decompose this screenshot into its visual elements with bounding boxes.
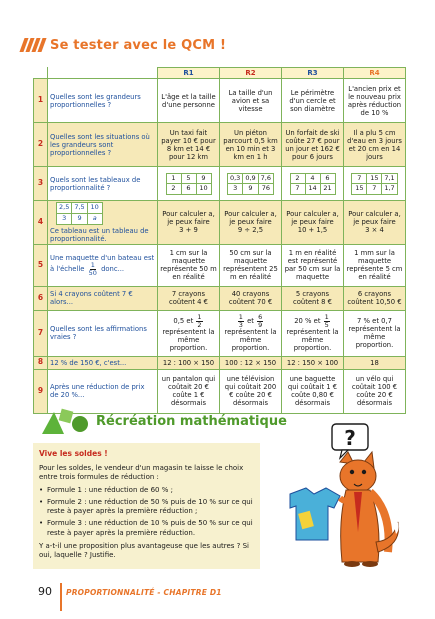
mini-table: 7 15 7,1 15 7 1,7 [351, 173, 397, 195]
table-row [34, 286, 406, 310]
answer-cell: 20 % et $\frac{1}{5}$ représentent la même proportion. [282, 310, 344, 356]
question-cell [48, 201, 158, 244]
intro-text: Pour les soldes, le vendeur d'un magasin te laisse le choix entre trois formules de réduction : [39, 464, 244, 482]
answer-cell: 100 : 12 × 150 [220, 356, 282, 369]
answer-cell: Pour calculer a, je peux faire 3 + 9 [158, 201, 220, 244]
page-footer [0, 583, 435, 603]
answer-cell: une baguette qui coûtait 1 € coûte 0,80 € désormais [282, 369, 344, 413]
answer-cell: 1 cm sur la maquette représente 50 m en réalité [158, 244, 220, 286]
row-number: 6 [34, 286, 48, 310]
row-number: 7 [34, 310, 48, 356]
question-cell: Quelles sont les affirmations vraies ? [48, 310, 158, 356]
row-number: 4 [34, 201, 48, 244]
answer-cell: 1 mm sur la maquette représente 5 cm en réalité [344, 244, 406, 286]
recreation-header [38, 406, 287, 436]
answer-cell: Un piéton parcourt 0,5 km en 10 min et 3 km en 1 h [220, 123, 282, 167]
answer-cell: 18 [344, 356, 406, 369]
answer-cell: 50 cm sur la maquette représentent 25 m en réalité [220, 244, 282, 286]
row-number: 5 [34, 244, 48, 286]
table-row [34, 167, 406, 201]
answer-cell: un vélo qui coûtait 100 € coûte 20 € désormais [344, 369, 406, 413]
row-number: 9 [34, 369, 48, 413]
answer-cell: La taille d'un avion et sa vitesse [220, 79, 282, 123]
answer-cell [344, 167, 406, 201]
header-r3: R3 [282, 68, 344, 79]
answer-cell: 6 crayons coûtent 10,50 € [344, 286, 406, 310]
question-text: Ce tableau est un tableau de proportionnalité. [50, 226, 149, 243]
answer-cell [282, 167, 344, 201]
mini-table: 2 4 6 7 14 21 [290, 173, 336, 195]
footer-divider [60, 583, 62, 611]
mini-table: 0,3 0,9 7,6 3 9 76 [227, 173, 274, 195]
table-row [34, 310, 406, 356]
answer-cell: un pantalon qui coûtait 20 € coûte 1 € désormais [158, 369, 220, 413]
answer-cell: 12 : 150 × 100 [282, 356, 344, 369]
answer-cell: L'ancien prix et le nouveau prix après réduction de 10 % [344, 79, 406, 123]
question-cell: Une maquette d'un bateau est à l'échelle $\frac{1}{50}$ donc... [48, 244, 158, 286]
question-cell: 12 % de 150 €, c'est... [48, 356, 158, 369]
qcm-table [33, 67, 406, 414]
question-cell: Quelles sont les situations où les grandeurs sont proportionnelles ? [48, 123, 158, 167]
row-number: 2 [34, 123, 48, 167]
recreation-title: Récréation mathématique [96, 413, 287, 429]
answer-cell: 7 % et 0,7 représentent la même proportion. [344, 310, 406, 356]
row-number: 8 [34, 356, 48, 369]
mini-table: 2,5 7,5 10 3 9 a [56, 202, 103, 224]
formula-list [39, 486, 254, 537]
header [22, 36, 226, 54]
question-cell: Quelles sont les grandeurs proportionnelles ? [48, 79, 158, 123]
chapter-label: PROPORTIONNALITÉ - CHAPITRE D1 [66, 588, 222, 597]
answer-cell: 5 crayons coûtent 8 € [282, 286, 344, 310]
answer-cell: Un taxi fait payer 10 € pour 8 km et 14 € pour 12 km [158, 123, 220, 167]
row-number: 3 [34, 167, 48, 201]
fox-seller-illustration [270, 422, 405, 572]
question-cell: Si 4 crayons coûtent 7 € alors... [48, 286, 158, 310]
answer-cell: Un forfait de ski coûte 27 € pour un jour et 162 € pour 6 jours [282, 123, 344, 167]
header-r2: R2 [220, 68, 282, 79]
table-row [34, 244, 406, 286]
mini-table: 1 5 9 2 6 10 [166, 173, 212, 195]
stripes-decoration [22, 38, 44, 52]
exercise-box [33, 443, 260, 569]
answer-cell: 0,5 et $\frac{1}{2}$ représentent la même proportion. [158, 310, 220, 356]
page-number: 90 [38, 585, 52, 598]
question-cell: Quels sont les tableaux de proportionnalité ? [48, 167, 158, 201]
list-item: • Formule 2 : une réduction de 50 % puis de 10 % sur ce qui reste à payer après la première réduction ; [39, 498, 254, 516]
answer-cell: Pour calculer a, je peux faire 3 × 4 [344, 201, 406, 244]
answer-cell: une télévision qui coûtait 200 € coûte 20 € désormais [220, 369, 282, 413]
answer-cell: Pour calculer a, je peux faire 9 ÷ 2,5 [220, 201, 282, 244]
table-row [34, 79, 406, 123]
table-row [34, 123, 406, 167]
box-title: Vive les soldes ! [39, 449, 108, 458]
answer-cell: L'âge et la taille d'une personne [158, 79, 220, 123]
question-text: Y a-t-il une proposition plus avantageuse que les autres ? Si oui, laquelle ? Justifie. [39, 541, 249, 559]
section-title: Se tester avec le QCM ! [50, 37, 227, 53]
answer-cell: 40 crayons coûtent 70 € [220, 286, 282, 310]
answer-cell: Le périmètre d'un cercle et son diamètre [282, 79, 344, 123]
answer-cell: $\frac{1}{3}$ et $\frac{6}{9}$ représentent la même proportion. [220, 310, 282, 356]
answer-cell [158, 167, 220, 201]
answer-cell: Pour calculer a, je peux faire 10 + 1,5 [282, 201, 344, 244]
question-cell: Après une réduction de prix de 20 %... [48, 369, 158, 413]
answer-cell: 1 m en réalité est représenté par 50 cm sur la maquette [282, 244, 344, 286]
answer-cell: Il a plu 5 cm d'eau en 3 jours et 20 cm en 14 jours [344, 123, 406, 167]
table-row [34, 356, 406, 369]
fraction: $\frac{1}{50}$ [88, 261, 97, 277]
answer-cell [220, 167, 282, 201]
bubble-question-mark: ? [344, 426, 356, 450]
header-r1: R1 [158, 68, 220, 79]
answer-cell: 7 crayons coûtent 4 € [158, 286, 220, 310]
header-r4: R4 [344, 68, 406, 79]
geometric-shapes-icon [38, 406, 92, 436]
row-number: 1 [34, 79, 48, 123]
answer-cell: 12 : 100 × 150 [158, 356, 220, 369]
table-header-row [34, 68, 406, 79]
list-item: • Formule 1 : une réduction de 60 % ; [39, 486, 254, 495]
table-row [34, 201, 406, 244]
list-item: • Formule 3 : une réduction de 10 % puis de 50 % sur ce qui reste à payer après la première réduction. [39, 519, 254, 537]
